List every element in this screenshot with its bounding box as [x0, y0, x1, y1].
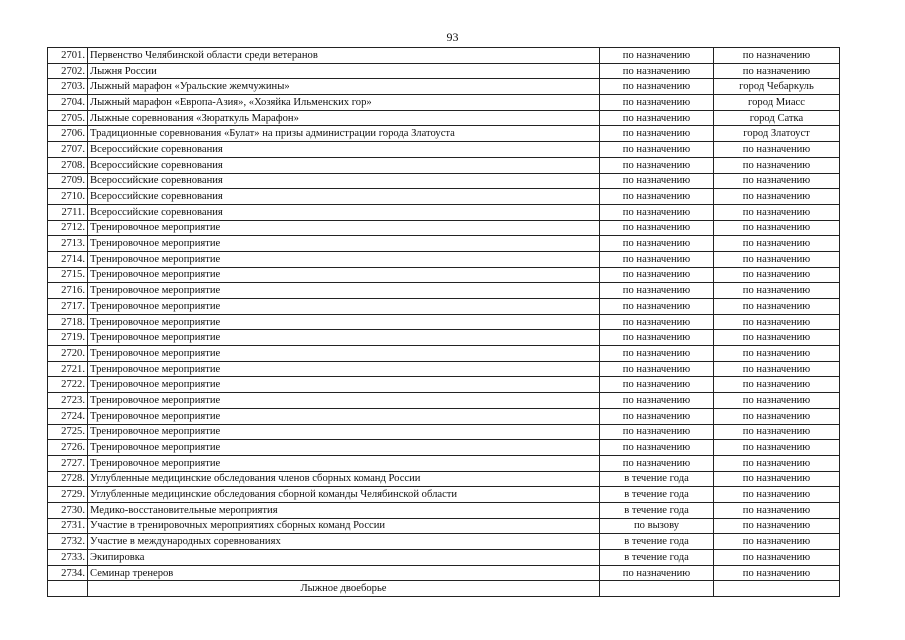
- location-cell: по назначению: [714, 518, 840, 534]
- table-row: [48, 48, 840, 64]
- table-row: [48, 346, 840, 362]
- timing-cell: по назначению: [600, 236, 714, 252]
- event-name-cell: Тренировочное мероприятие: [88, 440, 600, 456]
- timing-cell: по назначению: [600, 126, 714, 142]
- table-row: [48, 204, 840, 220]
- location-cell: по назначению: [714, 534, 840, 550]
- location-cell: по назначению: [714, 502, 840, 518]
- table-row: [48, 110, 840, 126]
- location-cell: по назначению: [714, 236, 840, 252]
- timing-cell: по назначению: [600, 424, 714, 440]
- timing-cell: по назначению: [600, 204, 714, 220]
- event-name-cell: Тренировочное мероприятие: [88, 424, 600, 440]
- event-name-cell: Тренировочное мероприятие: [88, 314, 600, 330]
- timing-cell: по назначению: [600, 142, 714, 158]
- table-row: [48, 487, 840, 503]
- row-number-cell: 2702.: [48, 63, 88, 79]
- row-number-cell: 2709.: [48, 173, 88, 189]
- event-name-cell: Тренировочное мероприятие: [88, 251, 600, 267]
- location-cell: по назначению: [714, 220, 840, 236]
- location-cell: по назначению: [714, 283, 840, 299]
- location-cell: город Сатка: [714, 110, 840, 126]
- timing-cell: по назначению: [600, 95, 714, 111]
- section-heading-row: [48, 581, 840, 597]
- location-cell: по назначению: [714, 314, 840, 330]
- timing-cell: по назначению: [600, 189, 714, 205]
- event-name-cell: Лыжный марафон «Европа-Азия», «Хозяйка Ильменских гор»: [88, 95, 600, 111]
- location-cell: город Златоуст: [714, 126, 840, 142]
- table-row: [48, 534, 840, 550]
- event-name-cell: Тренировочное мероприятие: [88, 299, 600, 315]
- row-number-cell: 2722.: [48, 377, 88, 393]
- timing-cell: по назначению: [600, 79, 714, 95]
- table-row: [48, 173, 840, 189]
- table-row: [48, 63, 840, 79]
- location-cell: по назначению: [714, 48, 840, 64]
- location-cell: по назначению: [714, 63, 840, 79]
- table-row: [48, 95, 840, 111]
- page-number: 93: [446, 30, 459, 44]
- timing-cell: по назначению: [600, 346, 714, 362]
- timing-cell: по назначению: [600, 267, 714, 283]
- row-number-cell: 2720.: [48, 346, 88, 362]
- event-name-cell: Лыжня России: [88, 63, 600, 79]
- table-row: [48, 299, 840, 315]
- row-number-cell: 2704.: [48, 95, 88, 111]
- event-name-cell: Всероссийские соревнования: [88, 204, 600, 220]
- location-cell: по назначению: [714, 471, 840, 487]
- location-cell: по назначению: [714, 361, 840, 377]
- row-number-cell: 2727.: [48, 455, 88, 471]
- location-cell: по назначению: [714, 424, 840, 440]
- row-number-cell: 2712.: [48, 220, 88, 236]
- row-number-cell: 2721.: [48, 361, 88, 377]
- row-number-cell: 2719.: [48, 330, 88, 346]
- location-cell: по назначению: [714, 142, 840, 158]
- table-row: [48, 393, 840, 409]
- row-number-cell: 2733.: [48, 550, 88, 566]
- event-name-cell: Экипировка: [88, 550, 600, 566]
- row-number-cell: 2717.: [48, 299, 88, 315]
- table-row: [48, 314, 840, 330]
- row-number-cell: 2731.: [48, 518, 88, 534]
- row-number-cell: 2730.: [48, 502, 88, 518]
- timing-cell: по назначению: [600, 440, 714, 456]
- table-row: [48, 157, 840, 173]
- event-name-cell: Тренировочное мероприятие: [88, 393, 600, 409]
- row-number-cell: 2726.: [48, 440, 88, 456]
- row-number-cell: 2703.: [48, 79, 88, 95]
- row-number-cell: 2701.: [48, 48, 88, 64]
- table-row: [48, 267, 840, 283]
- row-number-cell: 2725.: [48, 424, 88, 440]
- event-name-cell: Углубленные медицинские обследования членов сборных команд России: [88, 471, 600, 487]
- location-cell: по назначению: [714, 377, 840, 393]
- event-name-cell: Тренировочное мероприятие: [88, 455, 600, 471]
- table-row: [48, 424, 840, 440]
- location-cell: по назначению: [714, 251, 840, 267]
- location-cell: по назначению: [714, 204, 840, 220]
- event-name-cell: Тренировочное мероприятие: [88, 283, 600, 299]
- timing-cell: по назначению: [600, 63, 714, 79]
- event-name-cell: Всероссийские соревнования: [88, 173, 600, 189]
- events-table: [47, 47, 840, 597]
- location-cell: город Миасс: [714, 95, 840, 111]
- event-name-cell: Традиционные соревнования «Булат» на призы администрации города Златоуста: [88, 126, 600, 142]
- row-number-cell: 2711.: [48, 204, 88, 220]
- location-cell: по назначению: [714, 393, 840, 409]
- event-name-cell: Участие в международных соревнованиях: [88, 534, 600, 550]
- event-name-cell: Тренировочное мероприятие: [88, 220, 600, 236]
- table-row: [48, 518, 840, 534]
- event-name-cell: Тренировочное мероприятие: [88, 267, 600, 283]
- table-row: [48, 455, 840, 471]
- timing-cell: по назначению: [600, 361, 714, 377]
- timing-cell: по назначению: [600, 283, 714, 299]
- empty-cell: [600, 581, 714, 597]
- row-number-cell: 2714.: [48, 251, 88, 267]
- table-row: [48, 126, 840, 142]
- row-number-cell: 2710.: [48, 189, 88, 205]
- event-name-cell: Тренировочное мероприятие: [88, 377, 600, 393]
- table-row: [48, 283, 840, 299]
- table-row: [48, 236, 840, 252]
- timing-cell: по назначению: [600, 110, 714, 126]
- timing-cell: по назначению: [600, 299, 714, 315]
- table-row: [48, 251, 840, 267]
- row-number-cell: 2708.: [48, 157, 88, 173]
- timing-cell: по вызову: [600, 518, 714, 534]
- event-name-cell: Участие в тренировочных мероприятиях сборных команд России: [88, 518, 600, 534]
- event-name-cell: Всероссийские соревнования: [88, 157, 600, 173]
- event-name-cell: Всероссийские соревнования: [88, 142, 600, 158]
- event-name-cell: Углубленные медицинские обследования сборной команды Челябинской области: [88, 487, 600, 503]
- table-row: [48, 330, 840, 346]
- event-name-cell: Семинар тренеров: [88, 565, 600, 581]
- section-heading: Лыжное двоеборье: [88, 581, 600, 597]
- location-cell: город Чебаркуль: [714, 79, 840, 95]
- table-row: [48, 189, 840, 205]
- event-name-cell: Лыжные соревнования «Зюраткуль Марафон»: [88, 110, 600, 126]
- event-name-cell: Тренировочное мероприятие: [88, 346, 600, 362]
- table-row: [48, 408, 840, 424]
- location-cell: по назначению: [714, 565, 840, 581]
- table-row: [48, 502, 840, 518]
- row-number-cell: 2716.: [48, 283, 88, 299]
- table-row: [48, 550, 840, 566]
- timing-cell: по назначению: [600, 157, 714, 173]
- timing-cell: по назначению: [600, 565, 714, 581]
- location-cell: по назначению: [714, 455, 840, 471]
- table-row: [48, 440, 840, 456]
- location-cell: по назначению: [714, 189, 840, 205]
- event-name-cell: Тренировочное мероприятие: [88, 361, 600, 377]
- table-row: [48, 142, 840, 158]
- row-number-cell: 2706.: [48, 126, 88, 142]
- table-row: [48, 79, 840, 95]
- location-cell: по назначению: [714, 408, 840, 424]
- timing-cell: по назначению: [600, 393, 714, 409]
- event-name-cell: Всероссийские соревнования: [88, 189, 600, 205]
- table-row: [48, 220, 840, 236]
- timing-cell: в течение года: [600, 471, 714, 487]
- row-number-cell: 2723.: [48, 393, 88, 409]
- table-row: [48, 377, 840, 393]
- timing-cell: в течение года: [600, 502, 714, 518]
- empty-cell: [48, 581, 88, 597]
- events-table-body: [48, 48, 840, 597]
- timing-cell: по назначению: [600, 330, 714, 346]
- timing-cell: по назначению: [600, 408, 714, 424]
- event-name-cell: Первенство Челябинской области среди ветеранов: [88, 48, 600, 64]
- timing-cell: по назначению: [600, 173, 714, 189]
- row-number-cell: 2732.: [48, 534, 88, 550]
- timing-cell: в течение года: [600, 550, 714, 566]
- row-number-cell: 2729.: [48, 487, 88, 503]
- event-name-cell: Лыжный марафон «Уральские жемчужины»: [88, 79, 600, 95]
- location-cell: по назначению: [714, 440, 840, 456]
- timing-cell: в течение года: [600, 534, 714, 550]
- timing-cell: по назначению: [600, 377, 714, 393]
- timing-cell: по назначению: [600, 48, 714, 64]
- table-row: [48, 565, 840, 581]
- event-name-cell: Медико-восстановительные мероприятия: [88, 502, 600, 518]
- location-cell: по назначению: [714, 157, 840, 173]
- location-cell: по назначению: [714, 330, 840, 346]
- timing-cell: по назначению: [600, 251, 714, 267]
- row-number-cell: 2724.: [48, 408, 88, 424]
- row-number-cell: 2705.: [48, 110, 88, 126]
- timing-cell: по назначению: [600, 220, 714, 236]
- row-number-cell: 2707.: [48, 142, 88, 158]
- row-number-cell: 2715.: [48, 267, 88, 283]
- event-name-cell: Тренировочное мероприятие: [88, 330, 600, 346]
- row-number-cell: 2728.: [48, 471, 88, 487]
- empty-cell: [714, 581, 840, 597]
- timing-cell: в течение года: [600, 487, 714, 503]
- row-number-cell: 2718.: [48, 314, 88, 330]
- timing-cell: по назначению: [600, 455, 714, 471]
- location-cell: по назначению: [714, 299, 840, 315]
- row-number-cell: 2713.: [48, 236, 88, 252]
- row-number-cell: 2734.: [48, 565, 88, 581]
- table-row: [48, 361, 840, 377]
- location-cell: по назначению: [714, 267, 840, 283]
- location-cell: по назначению: [714, 487, 840, 503]
- event-name-cell: Тренировочное мероприятие: [88, 236, 600, 252]
- table-row: [48, 471, 840, 487]
- event-name-cell: Тренировочное мероприятие: [88, 408, 600, 424]
- location-cell: по назначению: [714, 173, 840, 189]
- timing-cell: по назначению: [600, 314, 714, 330]
- location-cell: по назначению: [714, 550, 840, 566]
- location-cell: по назначению: [714, 346, 840, 362]
